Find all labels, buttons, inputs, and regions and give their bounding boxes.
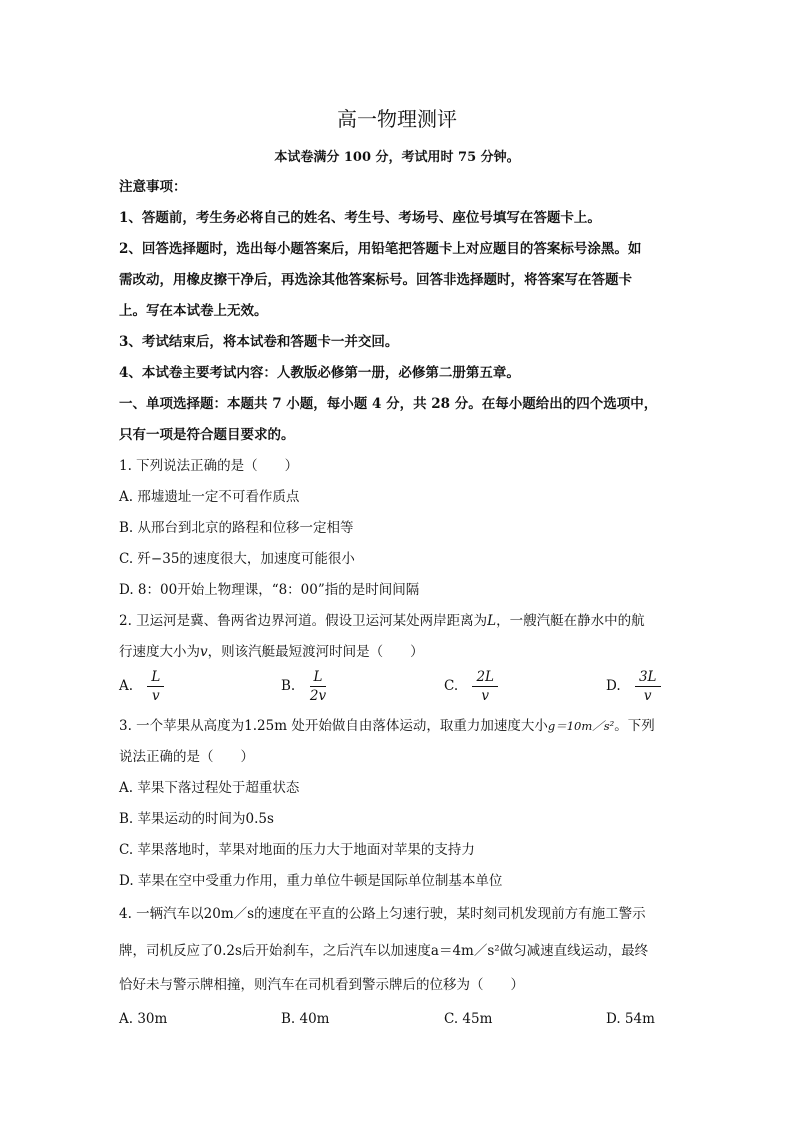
q2-option-a-num: L (147, 668, 164, 687)
q2-option-d (606, 668, 661, 705)
q4-option-a: A. 30m (119, 1011, 168, 1027)
q2-option-d-den: v (643, 688, 652, 704)
q2-option-a-label: A. (119, 678, 134, 694)
q2-stem-text-d: ，则该汽艇最短渡河时间是（ ） (207, 644, 424, 660)
q3-gravity-value: g＝10m／s² (547, 719, 615, 733)
q2-option-b-den: 2v (309, 688, 327, 704)
notice-line-6: 4、本试卷主要考试内容：人教版必修第一册，必修第二册第五章。 (119, 365, 520, 381)
exam-subtitle: 本试卷满分 100 分，考试用时 75 分钟。 (274, 150, 520, 165)
q2-stem-text-a: 2. 卫运河是冀、鲁两省边界河道。假设卫运河某处两岸距离为 (119, 613, 488, 629)
q4-option-c: C. 45m (444, 1011, 493, 1027)
q3-stem-text-b: 。下列 (614, 718, 655, 734)
notice-line-5: 3、考试结束后，将本试卷和答题卡一并交回。 (119, 334, 399, 350)
q2-option-d-label: D. (606, 678, 621, 694)
q4-stem-line-2: 牌，司机反应了0.2s后开始刹车，之后汽车以加速度a＝4m／s²做匀减速直线运动，最终 (119, 943, 649, 959)
q1-stem: 1. 下列说法正确的是（ ） (119, 458, 299, 474)
q4-stem-line-3: 恰好未与警示牌相撞，则汽车在司机看到警示牌后的位移为（ ） (119, 977, 524, 993)
notice-heading: 注意事项： (119, 179, 187, 195)
q2-option-c-label: C. (444, 678, 459, 694)
q2-stem-text-c: 行速度大小为 (119, 644, 200, 660)
q3-stem-text-a: 3. 一个苹果从高度为1.25m 处开始做自由落体运动，取重力加速度大小 (119, 718, 548, 734)
q2-option-a-fraction (147, 668, 164, 705)
q2-stem-text-b: ，一艘汽艇在静水中的航 (496, 613, 645, 629)
q2-option-b-num: L (310, 668, 327, 687)
q4-option-b: B. 40m (281, 1011, 330, 1027)
notice-line-1: 1、答题前，考生务必将自己的姓名、考生号、考场号、座位号填写在答题卡上。 (119, 210, 601, 226)
section-heading-line-2: 只有一项是符合题目要求的。 (119, 427, 295, 443)
q2-option-a-den: v (152, 688, 160, 704)
q2-option-c-den: v (481, 688, 490, 704)
section-heading-line-1: 一、单项选择题：本题共 7 小题，每小题 4 分，共 28 分。在每小题给出的四个选项中， (119, 396, 658, 412)
q3-stem-line-1 (119, 717, 655, 735)
q4-stem-line-1: 4. 一辆汽车以20m／s的速度在平直的公路上匀速行驶，某时刻司机发现前方有施工警示 (119, 906, 646, 922)
q2-option-d-fraction (635, 668, 661, 705)
q2-option-c-fraction (472, 668, 498, 705)
q1-option-b: B. 从邢台到北京的路程和位移一定相等 (119, 520, 354, 536)
q2-option-c-num: 2L (472, 668, 498, 687)
q3-stem-line-2: 说法正确的是（ ） (119, 749, 254, 765)
q2-var-v: v (200, 644, 208, 660)
q2-option-b-label: B. (281, 678, 296, 694)
q3-option-c: C. 苹果落地时，苹果对地面的压力大于地面对苹果的支持力 (119, 842, 475, 858)
q1-option-c: C. 歼−35的速度很大，加速度可能很小 (119, 551, 355, 567)
notice-line-2: 2、回答选择题时，选出每小题答案后，用铅笔把答题卡上对应题目的答案标号涂黑。如 (119, 241, 642, 257)
q3-option-a: A. 苹果下落过程处于超重状态 (119, 780, 300, 796)
page-title: 高一物理测评 (337, 107, 457, 131)
q3-option-b: B. 苹果运动的时间为0.5s (119, 811, 274, 827)
q2-option-c (444, 668, 498, 705)
q2-stem-line-1 (119, 612, 645, 630)
q2-option-b (281, 668, 326, 705)
q2-option-b-fraction (310, 668, 327, 705)
q2-var-l: L (487, 613, 497, 629)
q2-stem-line-2 (119, 643, 424, 661)
q2-option-d-num: 3L (635, 668, 661, 687)
q1-option-a: A. 邢墟遗址一定不可看作质点 (119, 489, 300, 505)
notice-line-4: 上。写在本试卷上无效。 (119, 303, 268, 319)
notice-line-3: 需改动，用橡皮擦干净后，再选涂其他答案标号。回答非选择题时，将答案写在答题卡 (119, 272, 632, 288)
q2-option-a (119, 668, 164, 705)
q3-option-d: D. 苹果在空中受重力作用，重力单位牛顿是国际单位制基本单位 (119, 873, 503, 889)
q4-option-d: D. 54m (606, 1011, 655, 1027)
q1-option-d: D. 8：00开始上物理课，“8：00”指的是时间间隔 (119, 582, 420, 598)
